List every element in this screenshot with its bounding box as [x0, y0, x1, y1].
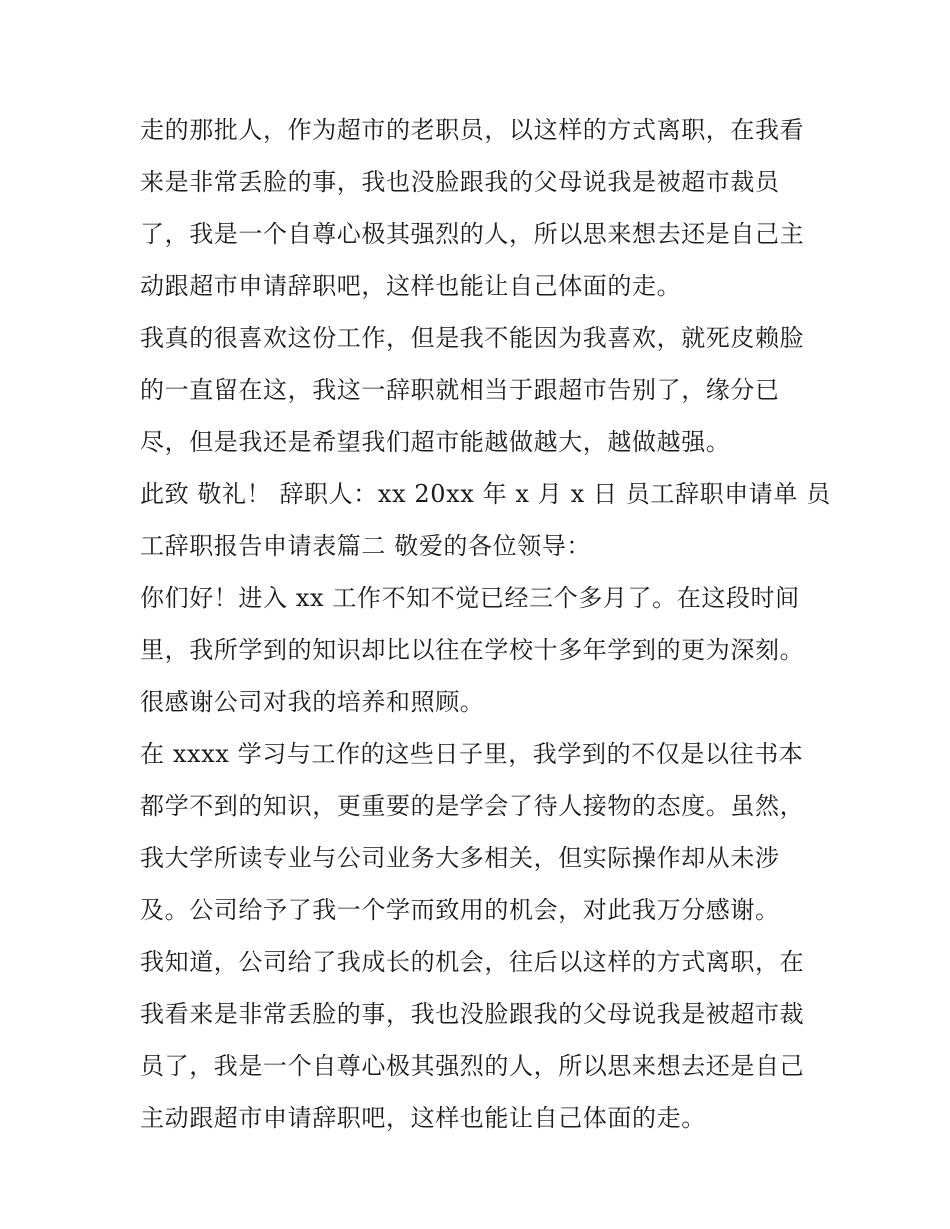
text-line: 此致 敬礼！ 辞职人：xx 20xx 年 x 月 x 日 员工辞职申请单 员	[140, 480, 831, 508]
text-line: 我看来是非常丢脸的事，我也没脸跟我的父母说我是被超市裁	[140, 1000, 805, 1028]
text-line: 及。公司给予了我一个学而致用的机会，对此我万分感谢。	[140, 896, 780, 924]
text-line: 里，我所学到的知识却比以往在学校十多年学到的更为深刻。	[140, 636, 805, 664]
text-line: 我真的很喜欢这份工作，但是我不能因为我喜欢，就死皮赖脸	[140, 324, 805, 352]
text-line: 的一直留在这，我这一辞职就相当于跟超市告别了，缘分已	[140, 376, 780, 404]
text-line: 都学不到的知识，更重要的是学会了待人接物的态度。虽然，	[140, 792, 805, 820]
text-line: 走的那批人，作为超市的老职员，以这样的方式离职，在我看	[140, 116, 805, 144]
text-line: 主动跟超市申请辞职吧，这样也能让自己体面的走。	[140, 1104, 706, 1132]
text-line: 在 xxxx 学习与工作的这些日子里，我学到的不仅是以往书本	[140, 740, 804, 768]
text-line: 来是非常丢脸的事，我也没脸跟我的父母说我是被超市裁员	[140, 168, 780, 196]
text-line: 我大学所读专业与公司业务大多相关，但实际操作却从未涉	[140, 844, 780, 872]
text-line: 你们好！进入 xx 工作不知不觉已经三个多月了。在这段时间	[140, 584, 800, 612]
text-line: 我知道，公司给了我成长的机会，往后以这样的方式离职，在	[140, 948, 805, 976]
text-line: 工辞职报告申请表篇二 敬爱的各位领导：	[140, 532, 592, 560]
text-line: 员了，我是一个自尊心极其强烈的人，所以思来想去还是自己	[140, 1052, 805, 1080]
text-line: 动跟超市申请辞职吧，这样也能让自己体面的走。	[140, 272, 682, 300]
text-line: 尽，但是我还是希望我们超市能越做越大，越做越强。	[140, 428, 731, 456]
text-line: 很感谢公司对我的培养和照顾。	[140, 688, 485, 716]
document-body	[140, 104, 831, 1144]
text-line: 了，我是一个自尊心极其强烈的人，所以思来想去还是自己主	[140, 220, 805, 248]
